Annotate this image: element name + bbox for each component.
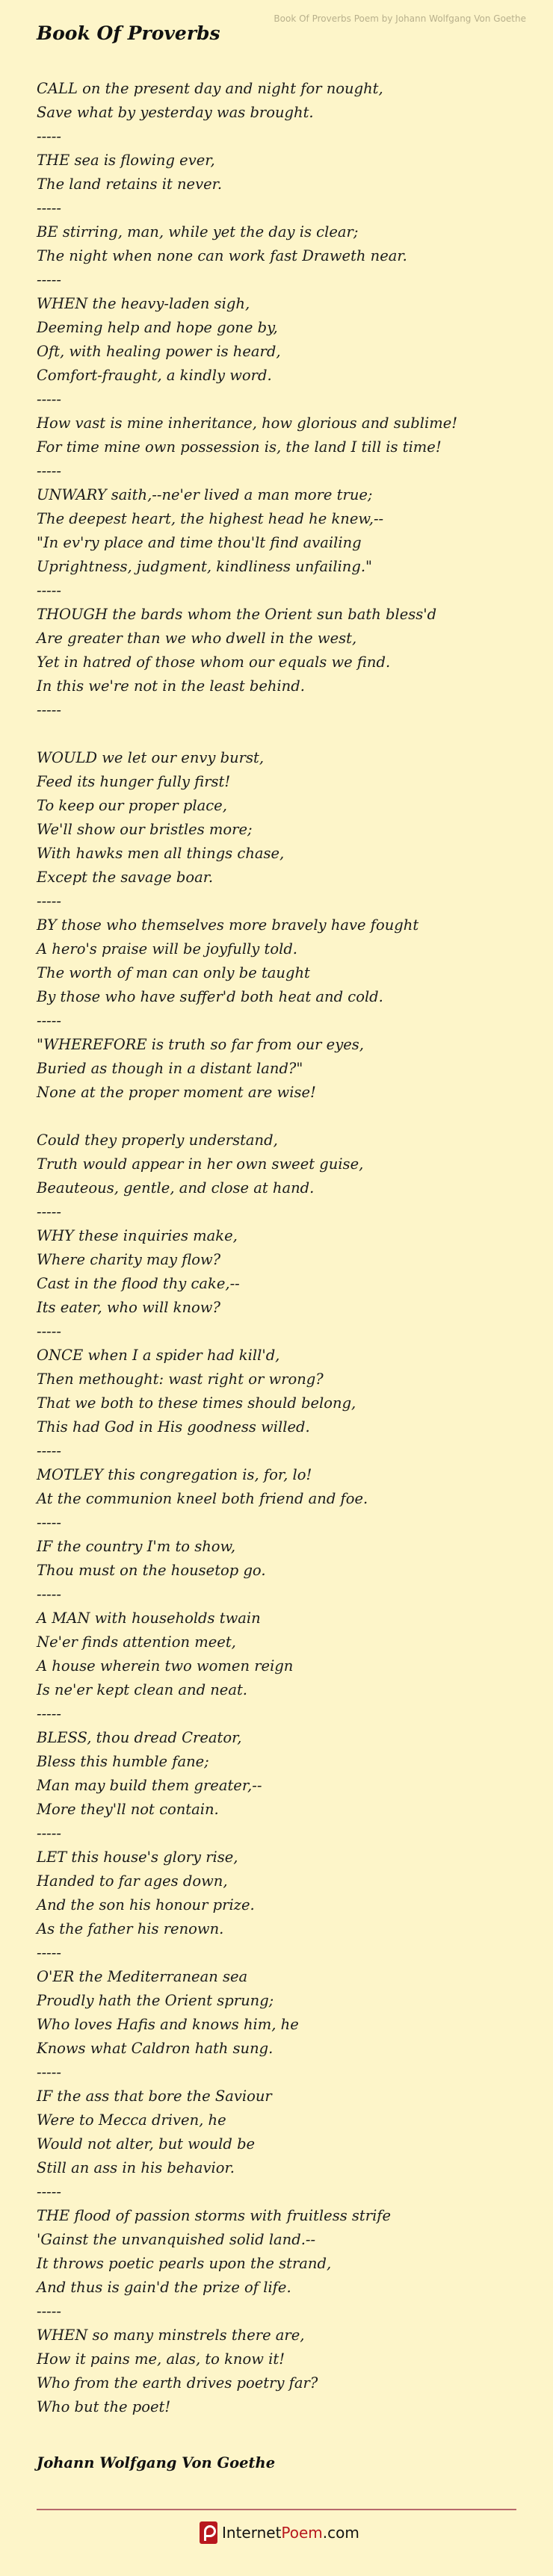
footer-brand-link[interactable] bbox=[200, 2521, 359, 2545]
internetpoem-logo-icon bbox=[200, 2521, 217, 2544]
source-note: Book Of Proverbs Poem by Johann Wolfgang Von Goethe bbox=[274, 13, 526, 24]
brand-text-poem: Poem bbox=[281, 2524, 323, 2542]
footer-divider bbox=[37, 2509, 516, 2510]
poem-body: CALL on the present day and night for nought, Save what by yesterday was brought. ----- THE sea is flowing ever, The land retains it never. ----- BE stirring, man, while yet the day is clear; The night when none can work fast Draweth near. ----- WHEN the heavy-laden sigh, Deeming help and hope gone by, Oft, with healing power is heard, Comfort-fraught, a kindly word. ----- How vast is mine inheritance, how glorious and sublime! For time mine own possession is, the land I till is time! ----- UNWARY saith,--ne'er lived a man more true; The deepest heart, the highest head he knew,-- "In ev'ry place and time thou'lt find availing Uprightness, judgment, kindliness unfailing." ----- THOUGH the bards whom the Orient sun bath bless'd Are greater than we who dwell in the west, Yet in hatred of those whom our equals we find. In this we're not in the least behind. ----- WOULD we let our envy burst, Feed its hunger fully first! To keep our proper place, We'll show our bristles more; With hawks men all things chase, Except the savage boar. ----- BY those who themselves more bravely have fought A hero's praise will be joyfully told. The worth of man can only be taught By those who have suffer'd both heat and cold. ----- "WHEREFORE is truth so far from our eyes, Buried as though in a distant land?" None at the proper moment are wise! Could they properly understand, Truth would appear in her own sweet guise, Beauteous, gentle, and close at hand. ----- WHY these inquiries make, Where charity may flow? Cast in the flood thy cake,-- Its eater, who will know? ----- ONCE when I a spider had kill'd, Then methought: wast right or wrong? That we both to these times should belong, This had God in His goodness willed. ----- MOTLEY this congregation is, for, lo! At the communion kneel both friend and foe. ----- IF the country I'm to show, Thou must on the housetop go. ----- A MAN with households twain Ne'er finds attention meet, A house wherein two women reign Is ne'er kept clean and neat. ----- BLESS, thou dread Creator, Bless this humble fane; Man may build them greater,-- More they'll not contain. ----- LET this house's glory rise, Handed to far ages down, And the son his honour prize. As the father his renown. ----- O'ER the Mediterranean sea Proudly hath the Orient sprung; Who loves Hafis and knows him, he Knows what Caldron hath sung. ----- IF the ass that bore the Saviour Were to Mecca driven, he Would not alter, but would be Still an ass in his behavior. ----- THE flood of passion storms with fruitless strife 'Gainst the unvanquished solid land.-- It throws poetic pearls upon the strand, And thus is gain'd the prize of life. ----- WHEN so many minstrels there are, How it pains me, alas, to know it! Who from the earth drives poetry far? Who but the poet! bbox=[37, 80, 458, 2415]
brand-text-internet: Internet bbox=[222, 2524, 282, 2542]
poem-author[interactable]: Johann Wolfgang Von Goethe bbox=[37, 2454, 276, 2471]
poem-title: Book Of Proverbs bbox=[37, 22, 220, 44]
brand-text-com: .com bbox=[322, 2524, 359, 2542]
